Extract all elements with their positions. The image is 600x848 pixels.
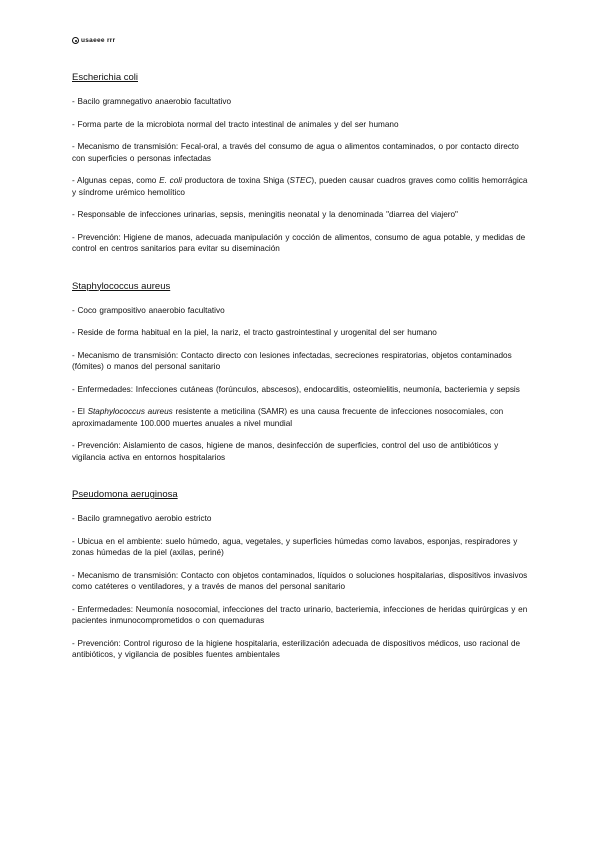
header-brand: usaeee rrr <box>81 37 116 44</box>
section-title: Pseudomona aeruginosa <box>72 489 178 500</box>
list-item: - Forma parte de la microbiota normal del tracto intestinal de animales y del ser humano <box>72 119 399 129</box>
section-pseudomona-aeruginosa <box>72 489 532 661</box>
list-item: - Coco grampositivo anaerobio facultativo <box>72 305 225 315</box>
list-item: - Ubicua en el ambiente: suelo húmedo, agua, vegetales, y superficies húmedas como lavabos, esponjas, respiradores y zonas húmedas de la piel (axilas, periné) <box>72 536 518 557</box>
list-item: - Enfermedades: Infecciones cutáneas (forúnculos, abscesos), endocarditis, osteomielitis, neumonía, bacteriemia y sepsis <box>72 384 520 394</box>
species-name: E. coli <box>159 176 182 185</box>
item-text: - El <box>72 407 88 416</box>
list-item: - Responsable de infecciones urinarias, sepsis, meningitis neonatal y la denominada "diarrea del viajero" <box>72 210 458 219</box>
list-item: - Prevención: Control riguroso de la higiene hospitalaria, esterilización adecuada de dispositivos médicos, uso racional de antibióticos, y vigilancia de posibles fuentes ambientales <box>72 638 521 659</box>
toxin-abbrev: STEC <box>289 176 312 185</box>
item-text: - Algunas cepas, como <box>72 176 160 185</box>
list-item: - Mecanismo de transmisión: Fecal-oral, a través del consumo de agua o alimentos contaminados, o por contacto directo con superficies o personas infectadas <box>72 142 519 163</box>
list-item: - Mecanismo de transmisión: Contacto con objetos contaminados, líquidos o soluciones hospitalarias, dispositivos invasivos como catéteres o ventiladores, y a través de manos del personal sanitario <box>72 570 528 591</box>
list-item: - Enfermedades: Neumonía nosocomial, infecciones del tracto urinario, bacteriemia, infecciones de heridas quirúrgicas y en pacientes inmunocomprometidos o con quemaduras <box>72 604 528 625</box>
list-item <box>72 406 532 429</box>
list-item: - Bacilo gramnegativo aerobio estricto <box>72 514 212 523</box>
list-item: - Bacilo gramnegativo anaerobio facultativo <box>72 97 232 106</box>
item-text: productora de toxina Shiga ( <box>181 176 290 185</box>
logo-icon <box>72 37 79 44</box>
item-text: resistente a meticilina (SAMR) es una causa frecuente de infecciones nosocomiales, con aproximadamente 100.000 muertes anuales a nivel mundial <box>72 407 504 428</box>
list-item: - Mecanismo de transmisión: Contacto directo con lesiones infectadas, secreciones respiratorias, objetos contaminados (fómites) o manos del personal sanitario <box>72 350 512 371</box>
page-header <box>72 37 115 44</box>
section-title: Escherichia coli <box>72 72 138 83</box>
document-body <box>72 72 532 687</box>
list-item: - Prevención: Aislamiento de casos, higiene de manos, desinfección de superficies, control del uso de antibióticos y vigilancia activa en entornos hospitalarios <box>72 441 499 462</box>
section-staphylococcus-aureus <box>72 281 532 464</box>
section-title: Staphylococcus aureus <box>72 280 171 292</box>
list-item: - Reside de forma habitual en la piel, la nariz, el tracto gastrointestinal y urogenital del ser humano <box>72 328 437 337</box>
section-escherichia-coli <box>72 72 532 255</box>
item-text: ), pueden causar cuadros graves como colitis hemorrágica y síndrome urémico hemolítico <box>72 176 528 197</box>
list-item <box>72 175 532 198</box>
species-name: Staphylococcus aureus <box>87 407 173 416</box>
list-item: - Prevención: Higiene de manos, adecuada manipulación y cocción de alimentos, consumo de agua potable, y medidas de control en centros sanitarios para evitar su diseminación <box>72 232 526 253</box>
